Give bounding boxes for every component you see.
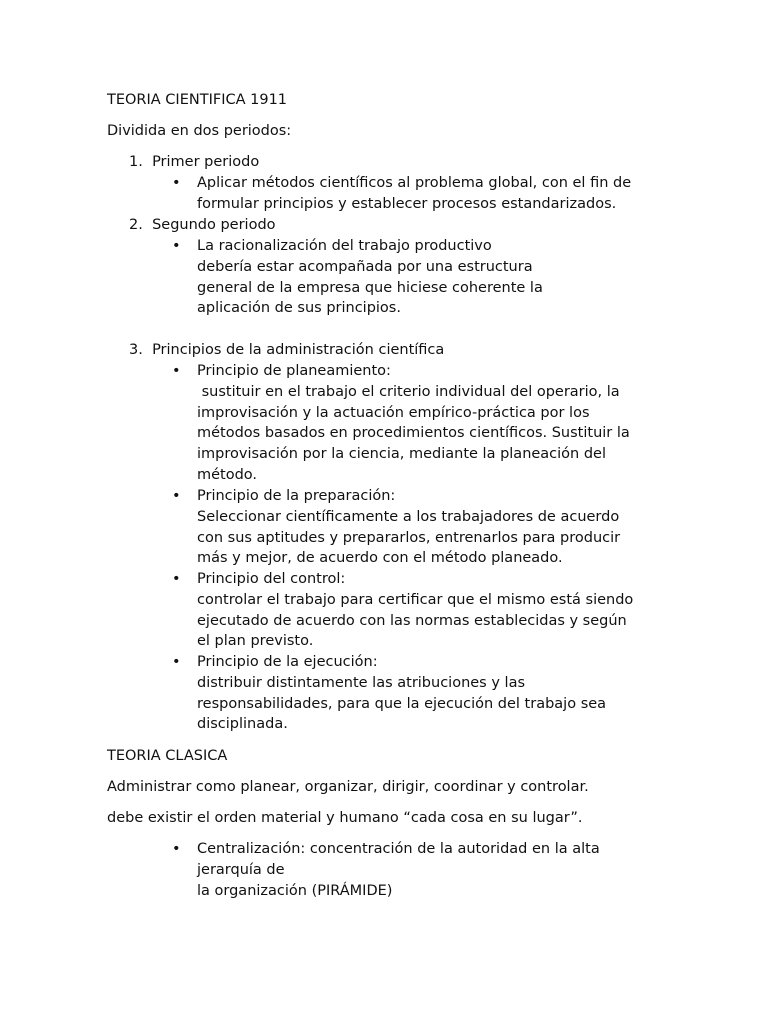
text-line: general de la empresa que hiciese coherente la xyxy=(197,279,543,296)
text-line: más y mejor, de acuerdo con el método planeado. xyxy=(197,550,563,567)
bullet-icon: • xyxy=(172,654,181,670)
bullet-text xyxy=(197,173,667,215)
heading-teoria-clasica: TEORIA CLASICA xyxy=(107,748,228,764)
text-line: disciplinada. xyxy=(197,716,288,733)
list-title: Principios de la administración científica xyxy=(152,342,445,358)
text-line: método. xyxy=(197,466,258,483)
list-number: 2. xyxy=(129,217,143,233)
text-line: controlar el trabajo para certificar que el mismo está siendo xyxy=(197,591,634,608)
bullet-icon: • xyxy=(172,571,181,587)
text-line: Principio del control: xyxy=(197,571,346,587)
text-line: jerarquía de xyxy=(197,861,285,878)
text-line: Principio de planeamiento: xyxy=(197,363,391,379)
text-line: Centralización: concentración de la autoridad en la alta xyxy=(197,841,600,857)
bullet-icon: • xyxy=(172,488,181,504)
text-line: aplicación de sus principios. xyxy=(197,300,401,317)
text-line: el plan previsto. xyxy=(197,633,314,650)
text-line: sustituir en el trabajo el criterio individual del operario, la xyxy=(197,383,620,400)
bullet-icon: • xyxy=(172,841,181,857)
list-title: Segundo periodo xyxy=(152,217,276,233)
text-line: La racionalización del trabajo productivo xyxy=(197,238,492,254)
text-line: Seleccionar científicamente a los trabajadores de acuerdo xyxy=(197,508,620,525)
bullet-text xyxy=(197,569,667,652)
text-line: formular principios y establecer procesos estandarizados. xyxy=(197,195,617,212)
text-line: con sus aptitudes y prepararlos, entrenarlos para producir xyxy=(197,529,621,546)
text-line: responsabilidades, para que la ejecución del trabajo sea xyxy=(197,695,607,712)
bullet-text xyxy=(197,361,667,486)
text-line: distribuir distintamente las atribuciones y las xyxy=(197,674,526,691)
list-number: 3. xyxy=(129,342,143,358)
list-item-3 xyxy=(129,340,444,361)
bullet-icon: • xyxy=(172,175,181,191)
text-line: Aplicar métodos científicos al problema global, con el fin de xyxy=(197,175,632,191)
text-line: la organización (PIRÁMIDE) xyxy=(197,882,393,899)
bullet-text xyxy=(197,839,667,901)
text-line: Principio de la preparación: xyxy=(197,488,396,504)
list-item-1 xyxy=(129,152,259,173)
paragraph: Administrar como planear, organizar, dirigir, coordinar y controlar. xyxy=(107,779,589,795)
paragraph: debe existir el orden material y humano “cada cosa en su lugar”. xyxy=(107,810,583,826)
bullet-text xyxy=(197,486,667,569)
text-line: debería estar acompañada por una estructura xyxy=(197,258,533,275)
bullet-icon: • xyxy=(172,363,181,379)
heading-teoria-cientifica: TEORIA CIENTIFICA 1911 xyxy=(107,92,288,108)
bullet-text xyxy=(197,236,667,319)
text-line: métodos basados en procedimientos científicos. Sustituir la xyxy=(197,425,630,442)
list-title: Primer periodo xyxy=(152,154,260,170)
text-line: ejecutado de acuerdo con las normas establecidas y según xyxy=(197,612,627,629)
text-line: improvisación por la ciencia, mediante la planeación del xyxy=(197,446,607,463)
text-line: Principio de la ejecución: xyxy=(197,654,378,670)
list-number: 1. xyxy=(129,154,143,170)
intro-paragraph: Dividida en dos periodos: xyxy=(107,123,292,139)
list-item-2 xyxy=(129,215,276,236)
bullet-icon: • xyxy=(172,238,181,254)
text-line: improvisación y la actuación empírico-práctica por los xyxy=(197,404,590,421)
bullet-text xyxy=(197,652,667,735)
